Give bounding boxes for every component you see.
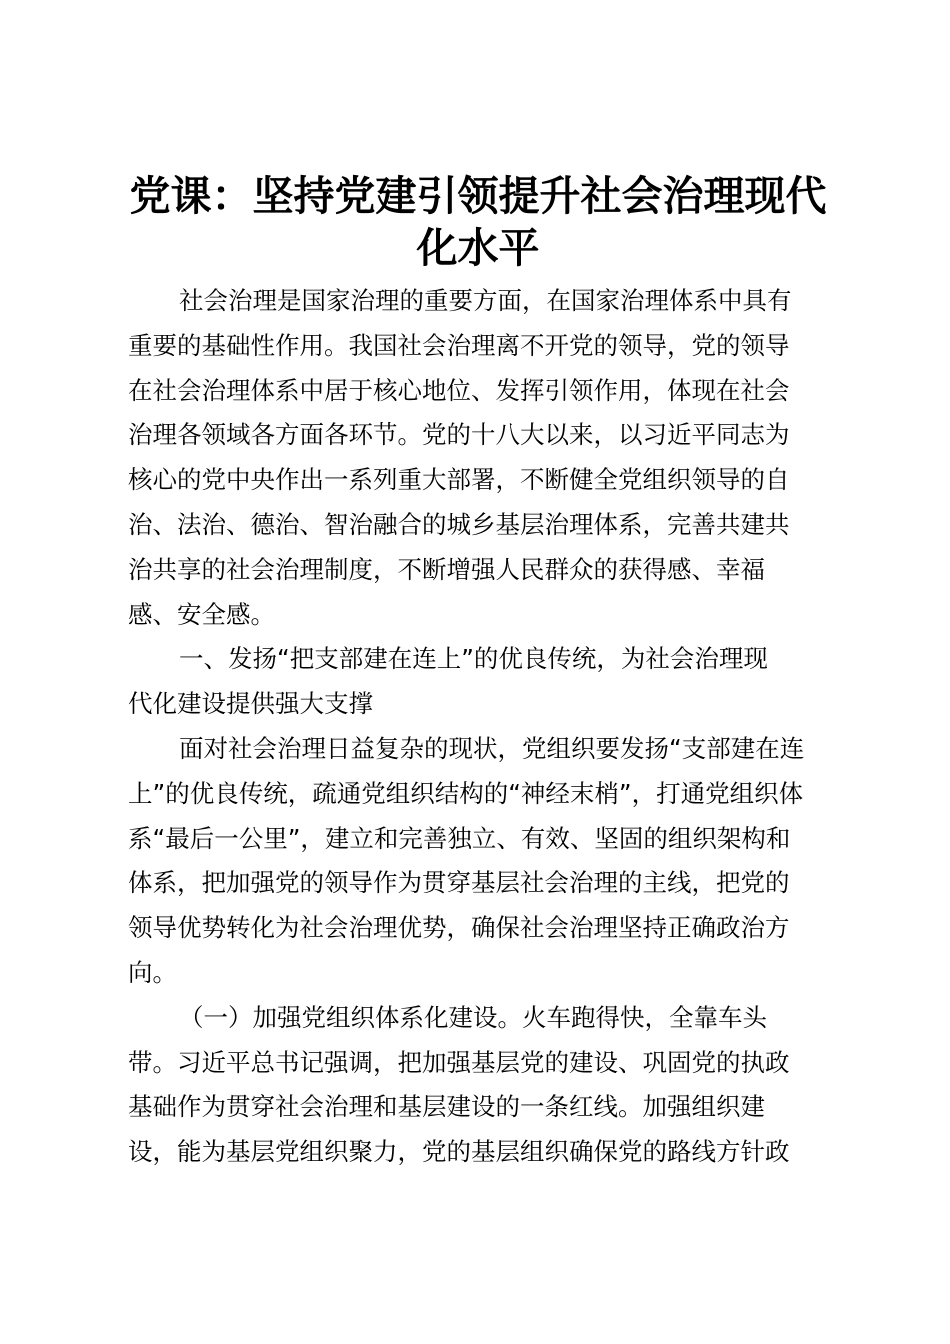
body-line: 治共享的社会治理制度，不断增强人民群众的获得感、幸福 (128, 554, 765, 584)
body-line: 重要的基础性作用。我国社会治理离不开党的领导，党的领导 (128, 330, 790, 360)
document-title (118, 170, 838, 274)
body-line: 向。 (128, 957, 177, 987)
body-line: 体系，把加强党的领导作为贯穿基层社会治理的主线，把党的 (128, 868, 790, 898)
document-body (128, 279, 828, 1175)
body-line: 在社会治理体系中居于核心地位、发挥引领作用，体现在社会 (128, 375, 790, 405)
body-line: 代化建设提供强大支撑 (128, 689, 373, 719)
body-line: 领导优势转化为社会治理优势，确保社会治理坚持正确政治方 (128, 913, 790, 943)
title-line: 党课：坚持党建引领提升社会治理现代 (129, 172, 827, 220)
body-line: 治、法治、德治、智治融合的城乡基层治理体系，完善共建共 (128, 509, 790, 539)
body-line: 带。习近平总书记强调，把加强基层党的建设、巩固党的执政 (128, 1047, 790, 1077)
body-line: 面对社会治理日益复杂的现状，党组织要发扬“支部建在连 (179, 733, 805, 763)
body-line: 一、发扬“把支部建在连上”的优良传统，为社会治理现 (179, 644, 768, 674)
body-line: 设，能为基层党组织聚力，党的基层组织确保党的路线方针政 (128, 1137, 790, 1167)
body-line: 核心的党中央作出一系列重大部署，不断健全党组织领导的自 (128, 465, 790, 495)
body-line: 上”的优良传统，疏通党组织结构的“神经末梢”，打通党组织体 (128, 778, 804, 808)
body-line: 系“最后一公里”，建立和完善独立、有效、坚固的组织架构和 (128, 823, 791, 853)
body-line: （一）加强党组织体系化建设。火车跑得快，全靠车头 (179, 1002, 767, 1032)
title-line: 化水平 (416, 224, 540, 272)
body-line: 感、安全感。 (128, 599, 275, 629)
body-line: 基础作为贯穿社会治理和基层建设的一条红线。加强组织建 (128, 1092, 765, 1122)
body-line: 治理各领域各方面各环节。党的十八大以来，以习近平同志为 (128, 420, 790, 450)
body-line: 社会治理是国家治理的重要方面，在国家治理体系中具有 (179, 286, 792, 315)
